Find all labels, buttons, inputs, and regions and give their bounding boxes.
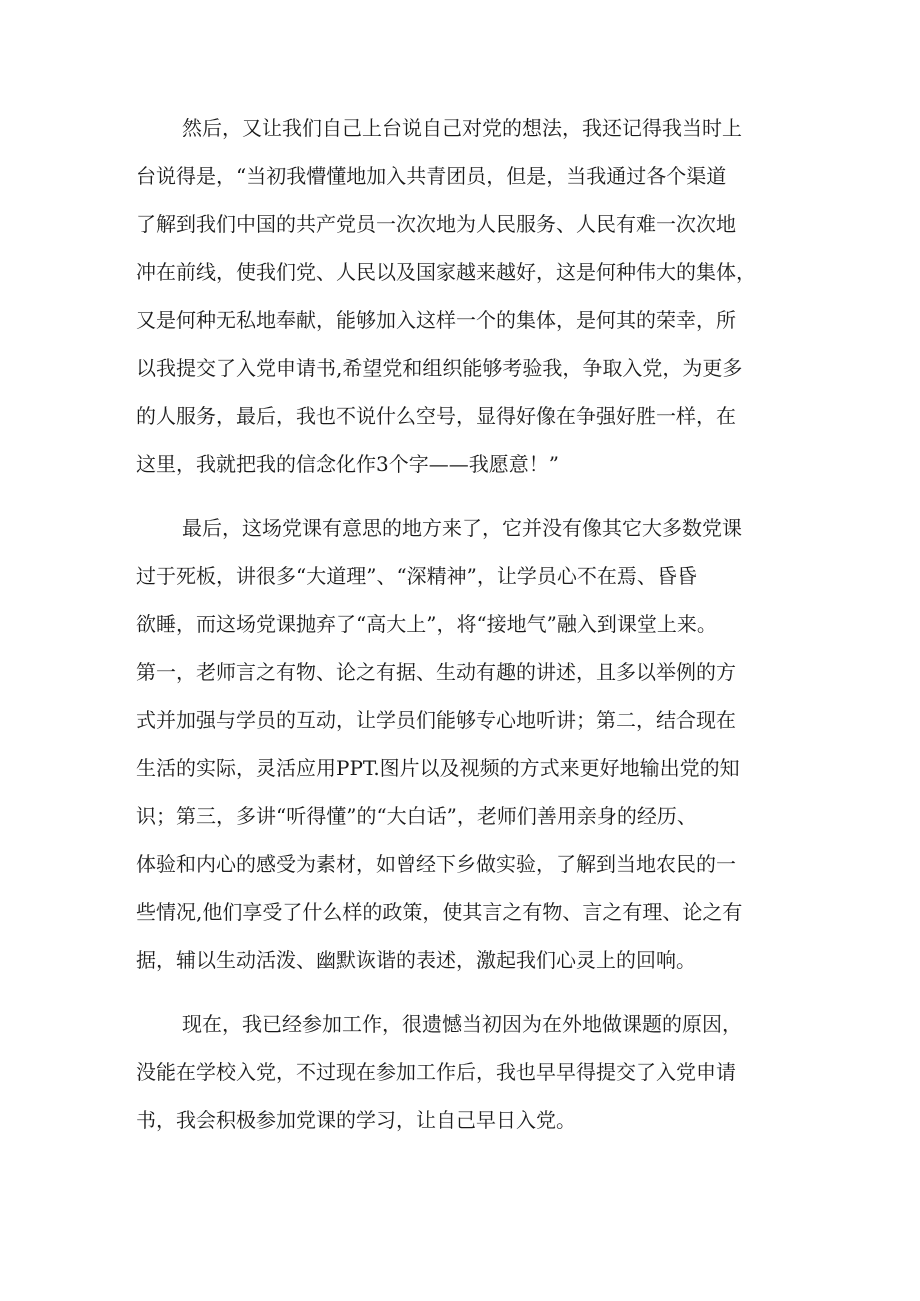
paragraph-1-line-4: 冲在前线，使我们党、人民以及国家越来越好，这是何种伟大的集体， [136,260,756,284]
paragraph-1-line-8: 这里，我就把我的信念化作3个字——我愿意！” [136,452,559,476]
paragraph-3-line-3: 书，我会积极参加党课的学习，让自己早日入党。 [136,1108,576,1132]
paragraph-1-line-1: 然后，又让我们自己上台说自己对党的想法，我还记得我当时上 [182,116,742,140]
paragraph-2-line-8: 体验和内心的感受为素材，如曾经下乡做实验，了解到当地农民的一 [136,852,736,876]
paragraph-1-line-5: 又是何种无私地奉献，能够加入这样一个的集体，是何其的荣幸，所 [136,308,736,332]
paragraph-2-line-6: 生活的实际，灵活应用PPT.图片以及视频的方式来更好地输出党的知 [136,756,740,780]
paragraph-2-line-1: 最后，这场党课有意思的地方来了，它并没有像其它大多数党课 [182,516,742,540]
paragraph-1-line-2: 台说得是，“当初我懵懂地加入共青团员，但是，当我通过各个渠道 [136,164,727,188]
paragraph-2-line-2: 过于死板，讲很多“大道理”、“深精神”，让学员心不在焉、昏昏 [136,564,697,588]
paragraph-2-line-7: 识；第三，多讲“听得懂”的“大白话”，老师们善用亲身的经历、 [136,804,697,828]
paragraph-1-line-6: 以我提交了入党申请书,希望党和组织能够考验我，争取入党，为更多 [136,356,743,380]
paragraph-2-line-5: 式并加强与学员的互动，让学员们能够专心地听讲；第二，结合现在 [136,708,736,732]
paragraph-3-line-2: 没能在学校入党，不过现在参加工作后，我也早早得提交了入党申请 [136,1060,736,1084]
paragraph-2-line-9: 些情况,他们享受了什么样的政策，使其言之有物、言之有理、论之有 [136,900,743,924]
paragraph-3-line-1: 现在，我已经参加工作，很遗憾当初因为在外地做课题的原因， [182,1012,742,1036]
paragraph-2-line-3: 欲睡，而这场党课抛弃了“高大上”，将“接地气”融入到课堂上来。 [136,612,717,636]
paragraph-1-line-7: 的人服务，最后，我也不说什么空号，显得好像在争强好胜一样，在 [136,404,736,428]
paragraph-2-line-4: 第一，老师言之有物、论之有据、生动有趣的讲述，且多以举例的方 [136,660,736,684]
paragraph-1-line-3: 了解到我们中国的共产党员一次次地为人民服务、人民有难一次次地 [136,212,736,236]
paragraph-2-line-10: 据，辅以生动活泼、幽默诙谐的表述，激起我们心灵上的回响。 [136,948,696,972]
